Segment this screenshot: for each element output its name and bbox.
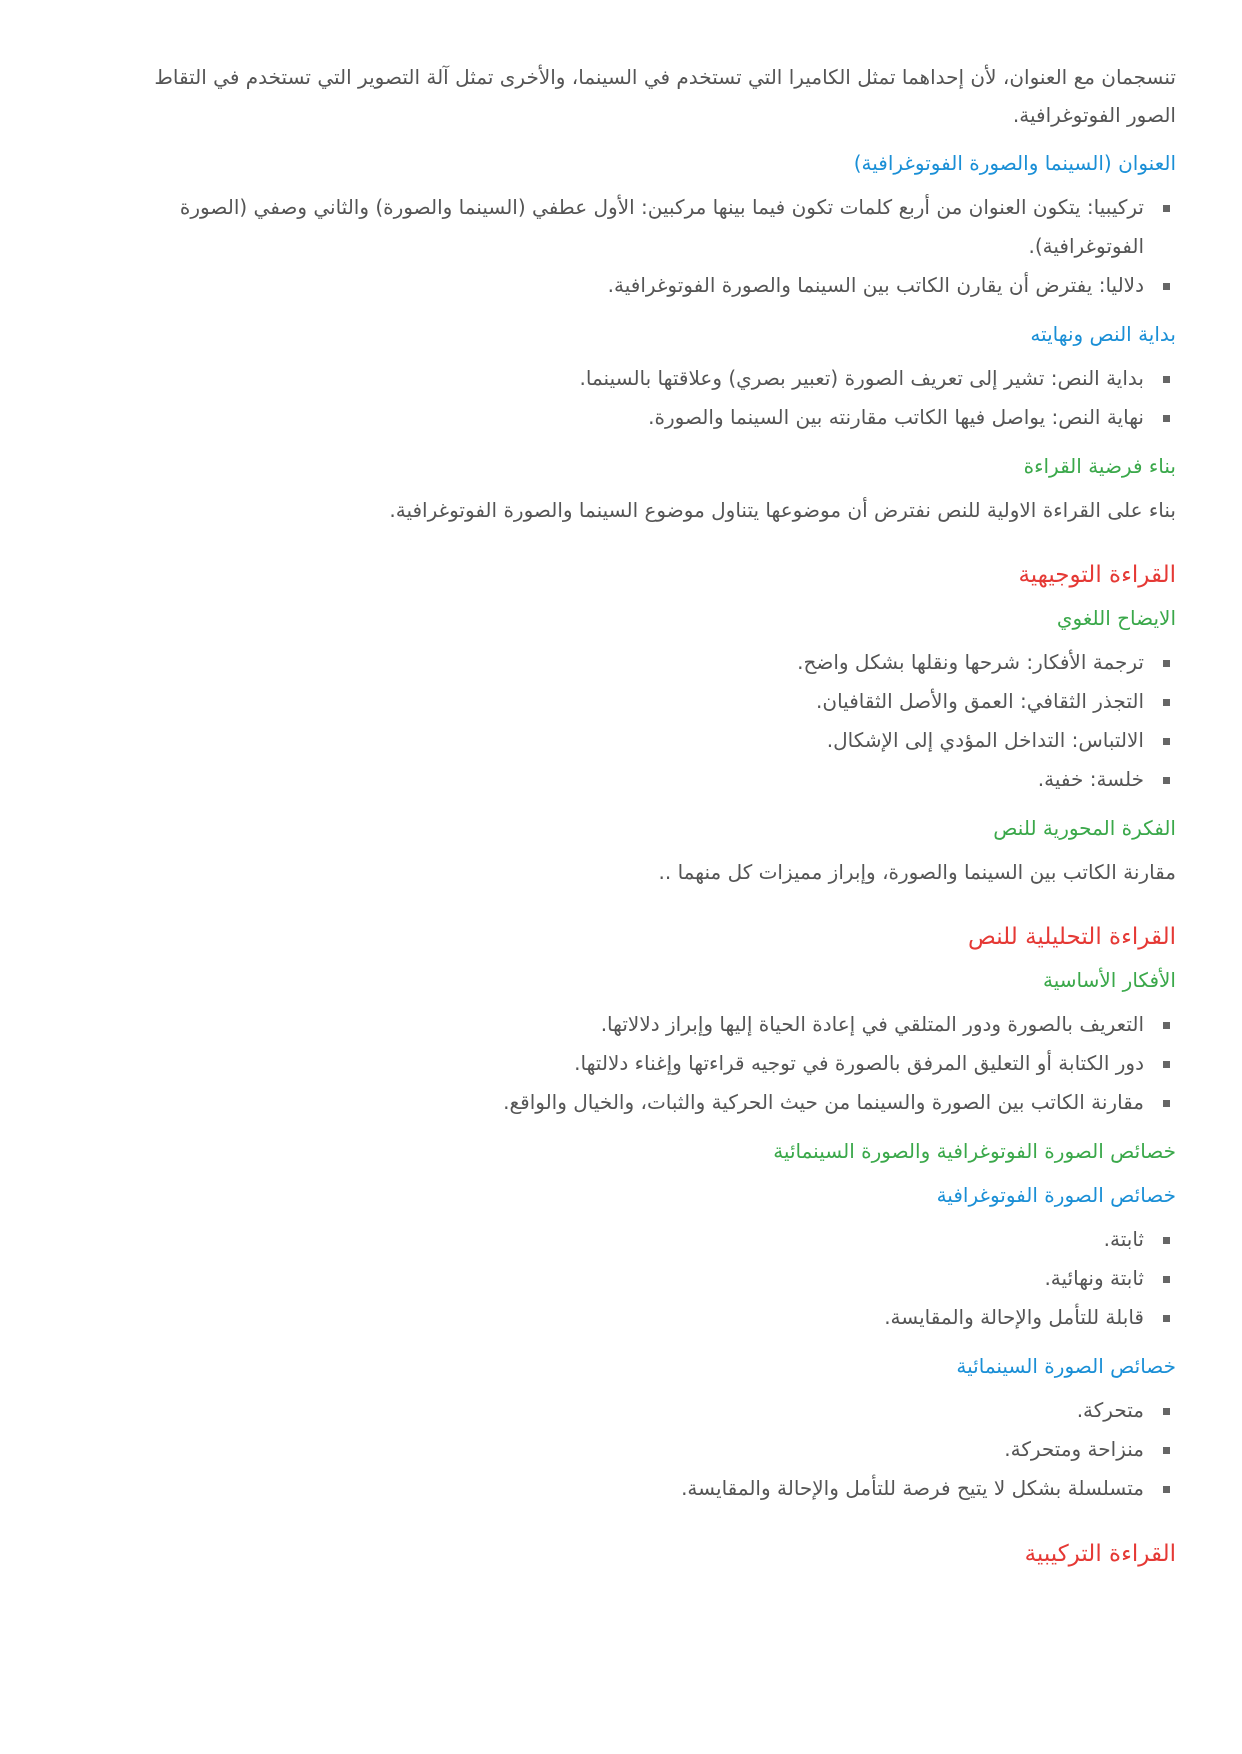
list-item: متحركة.: [126, 1391, 1144, 1430]
list-item: تركيبيا: يتكون العنوان من أربع كلمات تكون فيما بينها مركبين: الأول عطفي (السينما والصورة) والثاني وصفي (الصورة الفوتوغرافية).: [126, 188, 1144, 266]
list-item: التجذر الثقافي: العمق والأصل الثقافيان.: [126, 682, 1144, 721]
cinema-characteristics-heading: خصائص الصورة السينمائية: [956, 1354, 1176, 1378]
list-item: خلسة: خفية.: [126, 760, 1144, 799]
title-section-heading: العنوان (السينما والصورة الفوتوغرافية): [853, 151, 1176, 175]
list-item: ترجمة الأفكار: شرحها ونقلها بشكل واضح.: [126, 643, 1144, 682]
title-section-list: [126, 188, 1176, 305]
list-item: قابلة للتأمل والإحالة والمقايسة.: [126, 1298, 1144, 1337]
hypothesis-heading: بناء فرضية القراءة: [1023, 454, 1176, 478]
analytical-reading-heading: القراءة التحليلية للنص: [968, 924, 1176, 950]
list-item: ثابتة ونهائية.: [126, 1259, 1144, 1298]
synthetic-reading-heading: القراءة التركيبية: [1024, 1541, 1176, 1567]
guided-reading-heading: القراءة التوجيهية: [1018, 562, 1176, 588]
basic-ideas-heading: الأفكار الأساسية: [1042, 968, 1176, 992]
main-idea-paragraph: مقارنة الكاتب بين السينما والصورة، وإبراز مميزات كل منهما ..: [658, 860, 1176, 884]
characteristics-heading: خصائص الصورة الفوتوغرافية والصورة السينمائية: [773, 1139, 1176, 1163]
intro-paragraph: تنسجمان مع العنوان، لأن إحداهما تمثل الكاميرا التي تستخدم في السينما، والأخرى تمثل آلة التصوير التي تستخدم في التقاط الصور الفوتوغرافية.: [154, 65, 1176, 127]
cinema-characteristics-list: [126, 1391, 1176, 1508]
photo-characteristics-list: [126, 1220, 1176, 1337]
list-item: مقارنة الكاتب بين الصورة والسينما من حيث الحركية والثبات، والخيال والواقع.: [126, 1083, 1144, 1122]
article: [126, 58, 1176, 1578]
list-item: منزاحة ومتحركة.: [126, 1430, 1144, 1469]
list-item: التعريف بالصورة ودور المتلقي في إعادة الحياة إليها وإبراز دلالاتها.: [126, 1005, 1144, 1044]
list-item: الالتباس: التداخل المؤدي إلى الإشكال.: [126, 721, 1144, 760]
photo-characteristics-heading: خصائص الصورة الفوتوغرافية: [936, 1183, 1176, 1207]
start-end-heading: بداية النص ونهايته: [1030, 322, 1176, 346]
list-item: دور الكتابة أو التعليق المرفق بالصورة في توجيه قراءتها وإغناء دلالتها.: [126, 1044, 1144, 1083]
start-end-list: [126, 359, 1176, 437]
vocab-heading: الايضاح اللغوي: [1056, 606, 1176, 630]
hypothesis-paragraph: بناء على القراءة الاولية للنص نفترض أن موضوعها يتناول موضوع السينما والصورة الفوتوغرافية.: [389, 498, 1176, 522]
list-item: ثابتة.: [126, 1220, 1144, 1259]
list-item: نهاية النص: يواصل فيها الكاتب مقارنته بين السينما والصورة.: [126, 398, 1144, 437]
list-item: متسلسلة بشكل لا يتيح فرصة للتأمل والإحالة والمقايسة.: [126, 1469, 1144, 1508]
vocab-list: [126, 643, 1176, 799]
main-idea-heading: الفكرة المحورية للنص: [993, 816, 1176, 840]
list-item: دلاليا: يفترض أن يقارن الكاتب بين السينما والصورة الفوتوغرافية.: [126, 266, 1144, 305]
basic-ideas-list: [126, 1005, 1176, 1122]
list-item: بداية النص: تشير إلى تعريف الصورة (تعبير بصري) وعلاقتها بالسينما.: [126, 359, 1144, 398]
